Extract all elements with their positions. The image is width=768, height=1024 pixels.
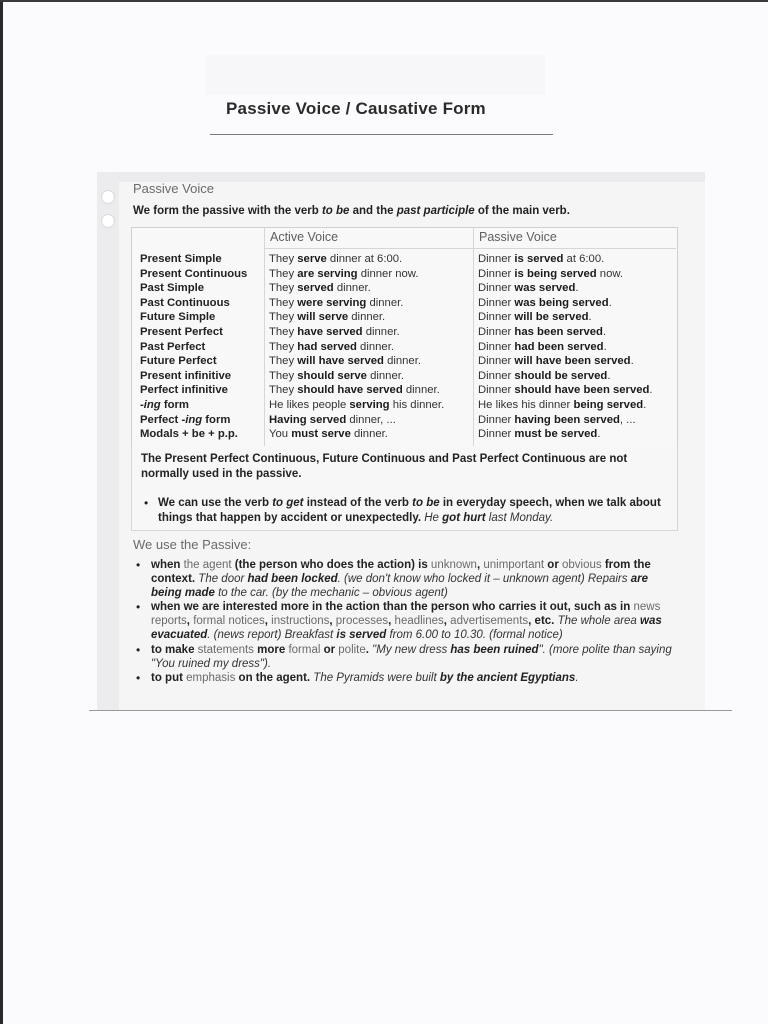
active-example bbox=[269, 252, 402, 267]
tense-name-part: -ing bbox=[140, 399, 161, 411]
example-text: You bbox=[269, 428, 292, 441]
text: obvious bbox=[561, 559, 602, 571]
table-row bbox=[132, 413, 677, 428]
note-box bbox=[131, 446, 678, 531]
example: . bbox=[575, 671, 579, 684]
example: The whole area bbox=[557, 615, 641, 628]
verb-form: is being served bbox=[514, 267, 597, 280]
tense-name: Present Simple bbox=[140, 253, 222, 265]
example-text: Dinner bbox=[478, 296, 515, 309]
text: to make bbox=[151, 643, 198, 656]
text: in everyday speech, when we talk about things that happen by accident or unexpectedly. bbox=[158, 497, 661, 524]
bullet-icon: • bbox=[136, 600, 141, 615]
table-row bbox=[132, 252, 677, 267]
example-text: dinner at 6:00. bbox=[326, 253, 403, 265]
text: when we are interested more in the action than the person who carries it out, such as in bbox=[151, 601, 634, 614]
tense-name: Present Perfect bbox=[140, 326, 223, 338]
text: formal bbox=[288, 643, 321, 656]
active-example bbox=[269, 383, 440, 398]
verb-form: should serve bbox=[297, 369, 367, 382]
verb-form: have served bbox=[297, 326, 363, 338]
tense-name: Modals + be + p.p. bbox=[140, 428, 238, 441]
verb-form: is served bbox=[514, 253, 564, 265]
passive-example bbox=[478, 281, 578, 296]
example: He bbox=[424, 511, 443, 524]
example-text: Dinner bbox=[478, 311, 515, 324]
passive-example bbox=[478, 427, 600, 442]
verb-form: has been served bbox=[514, 326, 603, 338]
verb-form: serving bbox=[349, 399, 390, 411]
verb-form: should have been served bbox=[514, 384, 650, 397]
text: processes bbox=[335, 615, 389, 628]
example-text: Dinner bbox=[478, 428, 515, 441]
text: unimportant bbox=[483, 559, 545, 571]
table-row bbox=[132, 383, 677, 398]
text: emphasis bbox=[186, 671, 236, 684]
example-text: Dinner bbox=[478, 384, 515, 397]
tense-name bbox=[140, 398, 189, 413]
text: when bbox=[151, 559, 184, 571]
get-passive-bullet bbox=[144, 496, 664, 525]
example-text: . bbox=[630, 355, 634, 368]
table-row bbox=[132, 267, 677, 282]
active-example bbox=[269, 369, 404, 384]
example-text: . bbox=[597, 428, 601, 441]
example: last Monday. bbox=[485, 511, 554, 524]
example-text: dinner. bbox=[333, 282, 371, 295]
active-example bbox=[269, 340, 394, 355]
scan-left-edge bbox=[0, 0, 3, 1024]
text: news reports bbox=[151, 601, 661, 628]
example: The Pyramids were built bbox=[313, 671, 440, 684]
verb-form: must serve bbox=[291, 428, 351, 441]
example-text: He likes his dinner bbox=[478, 399, 574, 411]
active-example bbox=[269, 310, 385, 325]
example-text: at 6:00. bbox=[563, 253, 605, 265]
example-text: Dinner bbox=[478, 253, 515, 265]
passive-example bbox=[478, 383, 653, 398]
example-text: dinner. bbox=[402, 384, 440, 397]
example-text: Dinner bbox=[478, 413, 515, 426]
tense-name: Past Continuous bbox=[140, 296, 230, 309]
list-item bbox=[136, 671, 681, 685]
table-row bbox=[132, 427, 677, 442]
example-text: They bbox=[269, 311, 298, 324]
intro-past-participle: past participle bbox=[396, 205, 475, 217]
text-to-be: to be bbox=[412, 497, 440, 509]
worksheet-left-band bbox=[97, 172, 119, 710]
text: or bbox=[320, 643, 339, 656]
active-example bbox=[269, 413, 396, 428]
verb-form: will serve bbox=[297, 311, 349, 324]
example-text: Dinner bbox=[478, 369, 515, 382]
text: polite bbox=[338, 643, 366, 656]
intro-text: and the bbox=[349, 205, 397, 217]
passive-example bbox=[478, 267, 623, 282]
example-text: They bbox=[269, 355, 298, 368]
tense-name: Present infinitive bbox=[140, 369, 232, 382]
example-text: They bbox=[269, 340, 298, 353]
table-row bbox=[132, 354, 677, 369]
punch-hole bbox=[101, 214, 115, 228]
text: formal notices bbox=[193, 615, 265, 628]
text: from the context. bbox=[151, 559, 651, 586]
text: the agent bbox=[183, 559, 232, 571]
example-text: They bbox=[269, 253, 298, 265]
text: instructions bbox=[271, 615, 330, 628]
verb-form: served bbox=[297, 282, 334, 295]
intro-sentence bbox=[133, 205, 570, 217]
verb-form: serve bbox=[297, 253, 327, 265]
example-text: . bbox=[608, 296, 612, 309]
verb-form: Having served bbox=[269, 413, 347, 426]
table-row bbox=[132, 340, 677, 355]
scan-shading bbox=[205, 55, 545, 95]
example-text: They bbox=[269, 296, 298, 309]
header-divider bbox=[265, 248, 676, 249]
example-text: dinner. bbox=[383, 355, 421, 368]
passive-example bbox=[478, 369, 610, 384]
example-text: . bbox=[588, 311, 592, 324]
example: to the car. (by the mechanic – obvious agent) bbox=[214, 587, 448, 600]
column-header-passive: Passive Voice bbox=[479, 230, 557, 244]
text: , bbox=[476, 559, 484, 571]
intro-text: of the main verb. bbox=[474, 205, 570, 217]
tense-name-part: form bbox=[202, 413, 231, 426]
text: . bbox=[365, 643, 373, 656]
text: , etc. bbox=[528, 615, 558, 628]
example: The door bbox=[198, 573, 248, 586]
text: unknown bbox=[430, 559, 477, 571]
verb-form: must be served bbox=[514, 428, 598, 441]
example-verb: is served bbox=[336, 629, 387, 642]
text: instead of the verb bbox=[303, 497, 413, 509]
verb-form: was being served bbox=[514, 296, 609, 309]
example-text: . bbox=[602, 326, 607, 338]
active-example bbox=[269, 398, 444, 413]
verb-form: having been served bbox=[514, 413, 620, 426]
scan-top-edge bbox=[0, 0, 768, 2]
list-item bbox=[136, 600, 681, 642]
example-text: . bbox=[607, 369, 611, 382]
verb-form: had been served bbox=[514, 340, 604, 353]
table-row bbox=[132, 296, 677, 311]
example-verb: are being made bbox=[151, 573, 648, 600]
verb-form: had served bbox=[297, 340, 357, 353]
text: (the person who does the action) is bbox=[231, 559, 431, 571]
tense-name-part: Perfect bbox=[140, 413, 182, 426]
title-underline bbox=[210, 134, 553, 135]
text: statements bbox=[197, 643, 254, 656]
active-example bbox=[269, 325, 400, 340]
example-text: , ... bbox=[619, 413, 636, 426]
intro-to-be: to be bbox=[321, 205, 350, 217]
example-text: Dinner bbox=[478, 282, 515, 295]
example-text: dinner. bbox=[356, 340, 394, 353]
verb-form: will have served bbox=[297, 355, 384, 368]
example-text: . bbox=[649, 384, 653, 397]
verb-form: was served bbox=[514, 282, 576, 295]
table-row bbox=[132, 369, 677, 384]
text: , bbox=[264, 615, 272, 628]
bullet-icon: • bbox=[136, 558, 141, 572]
active-example bbox=[269, 267, 418, 282]
verb-form: should be served bbox=[514, 369, 608, 382]
passive-example bbox=[478, 310, 592, 325]
text: , bbox=[443, 615, 451, 628]
example-text: dinner, ... bbox=[346, 413, 396, 426]
example-text: dinner now. bbox=[357, 267, 419, 280]
example-text: They bbox=[269, 369, 298, 382]
use-list bbox=[136, 558, 681, 685]
tense-name bbox=[140, 413, 230, 428]
bullet-icon: • bbox=[144, 496, 149, 510]
table-row bbox=[132, 281, 677, 296]
page-title: Passive Voice / Causative Form bbox=[226, 99, 486, 118]
example-text: Dinner bbox=[478, 326, 515, 338]
passive-example bbox=[478, 252, 604, 267]
bullet-icon: • bbox=[136, 642, 141, 657]
text: on the agent. bbox=[235, 671, 314, 684]
tense-name: Future Perfect bbox=[140, 355, 217, 368]
example-text: his dinner. bbox=[389, 399, 445, 411]
tense-name: Present Continuous bbox=[140, 267, 248, 280]
section-heading-use-passive: We use the Passive: bbox=[133, 537, 252, 552]
text: , bbox=[186, 615, 194, 628]
text: or bbox=[544, 559, 562, 571]
bullet-icon: • bbox=[136, 670, 141, 685]
example-text: now. bbox=[596, 267, 624, 280]
example-text: . bbox=[603, 340, 607, 353]
verb-form: are serving bbox=[297, 267, 358, 280]
text-to-get: to get bbox=[272, 497, 304, 509]
example-verb: has been ruined bbox=[450, 643, 539, 656]
example: . (news report) Breakfast bbox=[207, 629, 337, 642]
example-verb: got hurt bbox=[442, 511, 486, 524]
text: , bbox=[388, 615, 395, 628]
example-text: They bbox=[269, 326, 298, 338]
passive-example bbox=[478, 398, 646, 413]
example-text: They bbox=[269, 282, 298, 295]
text: We can use the verb bbox=[158, 497, 273, 509]
example-text: He likes people bbox=[269, 399, 350, 411]
text: , bbox=[329, 615, 336, 628]
passive-example bbox=[478, 325, 606, 340]
table-row bbox=[132, 325, 677, 340]
example-text: Dinner bbox=[478, 355, 515, 368]
example-text: dinner. bbox=[366, 369, 405, 382]
note-text: The Present Perfect Continuous, Future Continuous and Past Perfect Continuous are not normally used in the passive. bbox=[141, 453, 628, 480]
intro-text: We form the passive with the verb bbox=[133, 205, 322, 217]
column-header-active: Active Voice bbox=[270, 230, 339, 244]
punch-hole bbox=[101, 190, 115, 204]
example: from 6.00 to 10.30. (formal notice) bbox=[386, 629, 563, 642]
example-verb: was evacuated bbox=[151, 615, 662, 642]
verb-form: being served bbox=[573, 399, 644, 411]
example-text: They bbox=[269, 267, 298, 280]
example: . (we don't know who locked it – unknown agent) Repairs bbox=[337, 573, 631, 586]
text: headlines bbox=[394, 615, 444, 628]
passive-example bbox=[478, 340, 607, 355]
verb-form: will be served bbox=[514, 311, 589, 324]
example-text: dinner. bbox=[366, 296, 404, 309]
tense-name: Past Perfect bbox=[140, 340, 206, 353]
tense-name-part: -ing bbox=[181, 413, 203, 426]
section-heading-passive-voice: Passive Voice bbox=[133, 181, 214, 196]
example-text: Dinner bbox=[478, 267, 515, 280]
bottom-rule bbox=[89, 710, 732, 711]
bullet-body bbox=[144, 496, 664, 525]
verb-form: were serving bbox=[297, 296, 367, 309]
example-text: . bbox=[575, 282, 579, 295]
example: ". (more polite than saying "You ruined my dress"). bbox=[151, 643, 672, 670]
example-text: Dinner bbox=[478, 340, 515, 353]
text: advertisements bbox=[450, 615, 529, 628]
text: more bbox=[253, 643, 289, 656]
example-text: dinner. bbox=[350, 428, 388, 441]
text: to put bbox=[151, 671, 187, 684]
list-item bbox=[136, 558, 681, 600]
list-item bbox=[136, 643, 681, 671]
passive-example bbox=[478, 413, 636, 428]
example-text: dinner. bbox=[362, 326, 400, 338]
example-text: They bbox=[269, 384, 298, 397]
active-example bbox=[269, 296, 403, 311]
table-row bbox=[132, 398, 677, 413]
passive-example bbox=[478, 296, 612, 311]
active-example bbox=[269, 354, 421, 369]
example-verb: by the ancient Egyptians bbox=[439, 671, 576, 684]
active-example bbox=[269, 281, 371, 296]
verb-form: should have served bbox=[297, 384, 403, 397]
example-verb: had been locked bbox=[247, 573, 338, 586]
table-row bbox=[132, 310, 677, 325]
verb-form: will have been served bbox=[514, 355, 631, 368]
example-text: . bbox=[643, 399, 647, 411]
example: "My new dress bbox=[372, 643, 451, 656]
tense-name: Future Simple bbox=[140, 311, 216, 324]
tense-table bbox=[131, 227, 678, 447]
tense-name: Past Simple bbox=[140, 282, 205, 295]
example-text: dinner. bbox=[348, 311, 386, 324]
tense-name: Perfect infinitive bbox=[140, 384, 228, 397]
tense-name-part: form bbox=[160, 399, 189, 411]
passive-example bbox=[478, 354, 634, 369]
active-example bbox=[269, 427, 388, 442]
